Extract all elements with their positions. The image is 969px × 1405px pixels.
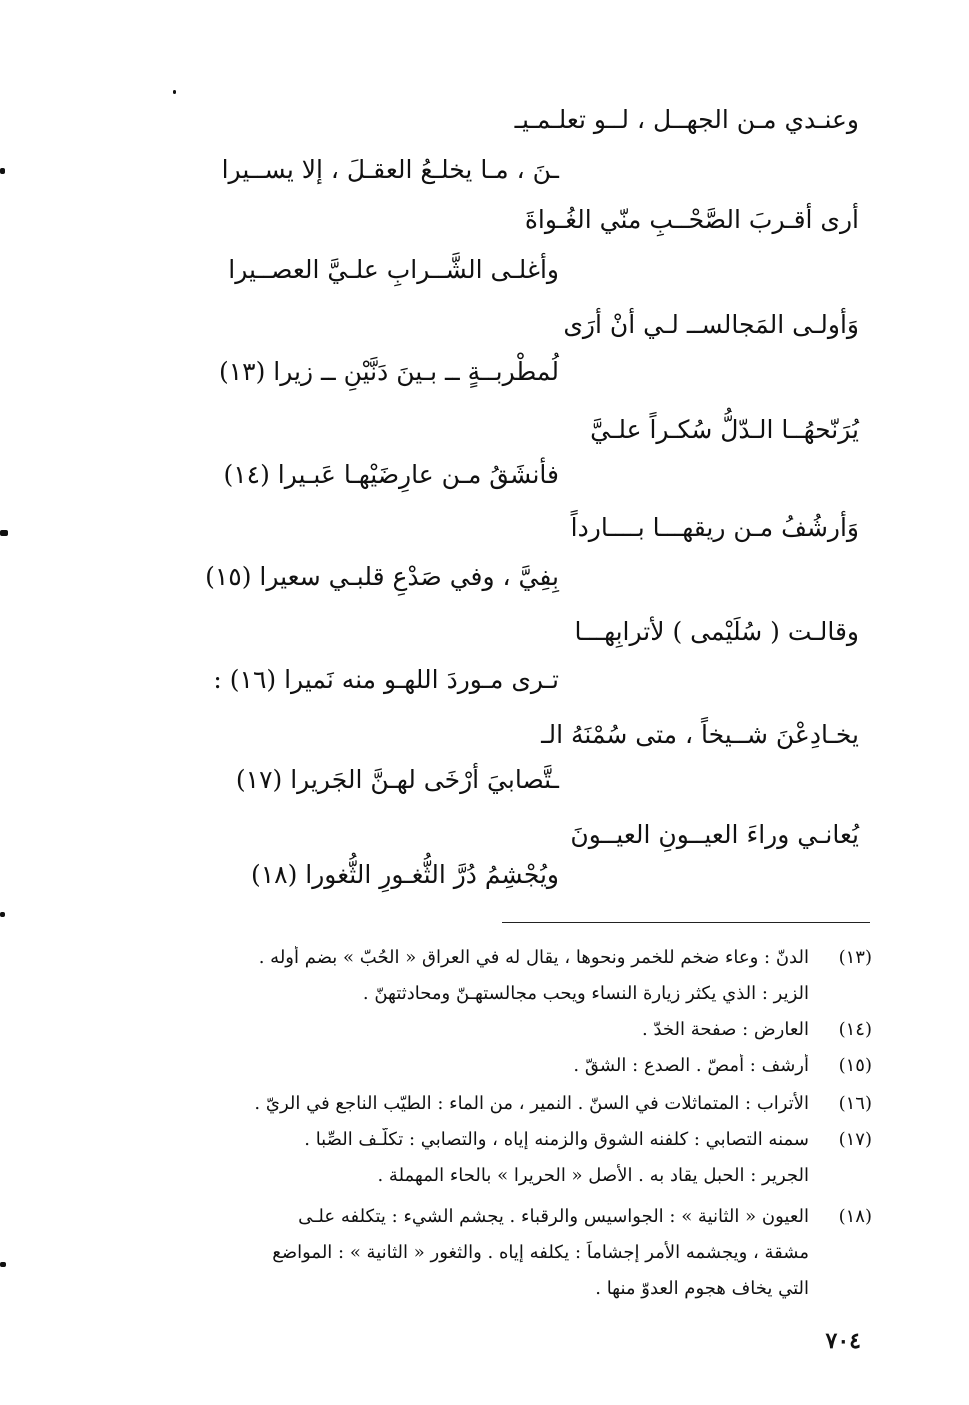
footnote-line: الزير : الذي يكثر زيارة النساء ويحب مجالستهـنّ ومحادثتهنّ . <box>362 983 809 1004</box>
footnote-line: الجرير : الحبل يقاد به . الأصل « الحريرا » بالحاء المهملة . <box>377 1165 809 1186</box>
footnote-number: (١٥) <box>838 1055 872 1076</box>
footnote-line: الدنّ : وعاء ضخم للخمر ونحوها ، يقال له في العراق « الحُبّ » بضم أوله . <box>258 947 809 968</box>
verse-line: يخـادِعْنَ شــيخاً ، متى سُمْنَهُ الـ <box>541 720 859 749</box>
page-number: ٧٠٤ <box>825 1328 861 1354</box>
footnote-number: (١٦) <box>838 1093 872 1114</box>
verse-line: وأغلـى الشَّــرابِ علـيَّ العصــيرا <box>228 255 559 284</box>
verse-line: لُمطْربــةٍ ــ بـينَ دَنَّيْنِ ــ زيرا (١٣) <box>218 357 559 386</box>
scan-speck <box>0 912 5 917</box>
footnote-number: (١٤) <box>838 1019 872 1040</box>
verse-line: وَأولـى المَجالســ لـي أنْ أرَى <box>563 310 859 339</box>
verse-line: ـنَ ، مـا يخلـعُ العقـلَ ، إلا يســيرا <box>221 155 559 184</box>
footnote-number: (١٣) <box>838 947 872 968</box>
footnote-divider <box>502 922 870 923</box>
scan-speck <box>0 1262 6 1267</box>
verse-line: أرى أقـربَ الصَّحْــبِ منّي الغُـواةَ <box>524 205 859 234</box>
footnote-number: (١٨) <box>838 1206 872 1227</box>
verse-line: يُرَنّحهُــا الـدّلُّ سُكـراً علـيَّ <box>590 415 859 444</box>
footnote-line: أرشف : أمصّ . الصدع : الشقّ . <box>573 1055 809 1076</box>
verse-line: وقالـت ( سُلَيْمى ) لأترابِهـــا <box>574 617 859 646</box>
footnote-line: التي يخاف هجوم العدوّ منها . <box>595 1278 809 1299</box>
footnote-line: الأتراب : المتماثلات في السنّ . النمير ، من الماء : الطيّب الناجع في الريّ . <box>254 1093 809 1114</box>
verse-line: يُعانـي وراءَ العيــونِ العيــونَ <box>570 820 859 849</box>
verse-line: بِفِيَّ ، وفي صَدْعِ قلبـي سعيرا (١٥) <box>205 562 559 591</box>
verse-line: فأنشَقُ مـن عارِضَيْهـا عَبـيرا (١٤) <box>223 460 559 489</box>
verse-line: ويُجْشِمُ دُرَّ الثُّغـورِ الثُّغورا (١٨) <box>250 860 559 889</box>
verse-line: وعنـدي مـن الجهــل ، لــو تعلـمـيـ <box>514 105 859 134</box>
scan-speck <box>0 168 5 174</box>
footnote-number: (١٧) <box>838 1129 872 1150</box>
footnote-line: سمنه التصابي : كلفنه الشوق والزمنه إياه ، والتصابي : تكلّـف الصِّبا . <box>304 1129 809 1150</box>
footnote-line: العيون « الثانية » : الجواسيس والرقباء . يجشم الشيء : يتكلفه علـى <box>298 1206 809 1227</box>
footnote-line: العارض : صفحة الخدّ . <box>642 1019 809 1040</box>
verse-line: تـرى مـوردَ اللهـو منه نَميرا (١٦) : <box>213 665 559 694</box>
scan-speck <box>0 530 8 536</box>
verse-line: وَأرشُفُ مـن ريقهـــا بــــارداً <box>570 513 859 542</box>
scan-speck <box>173 90 176 94</box>
footnote-line: مشقة ، ويجشمه الأمر إجشاماً : يكلفه إياه . والثغور « الثانية » : المواضع <box>272 1242 809 1263</box>
verse-line: ـتَّصابيَ أرْخَى لهـنَّ الجَريرا (١٧) <box>235 765 559 794</box>
